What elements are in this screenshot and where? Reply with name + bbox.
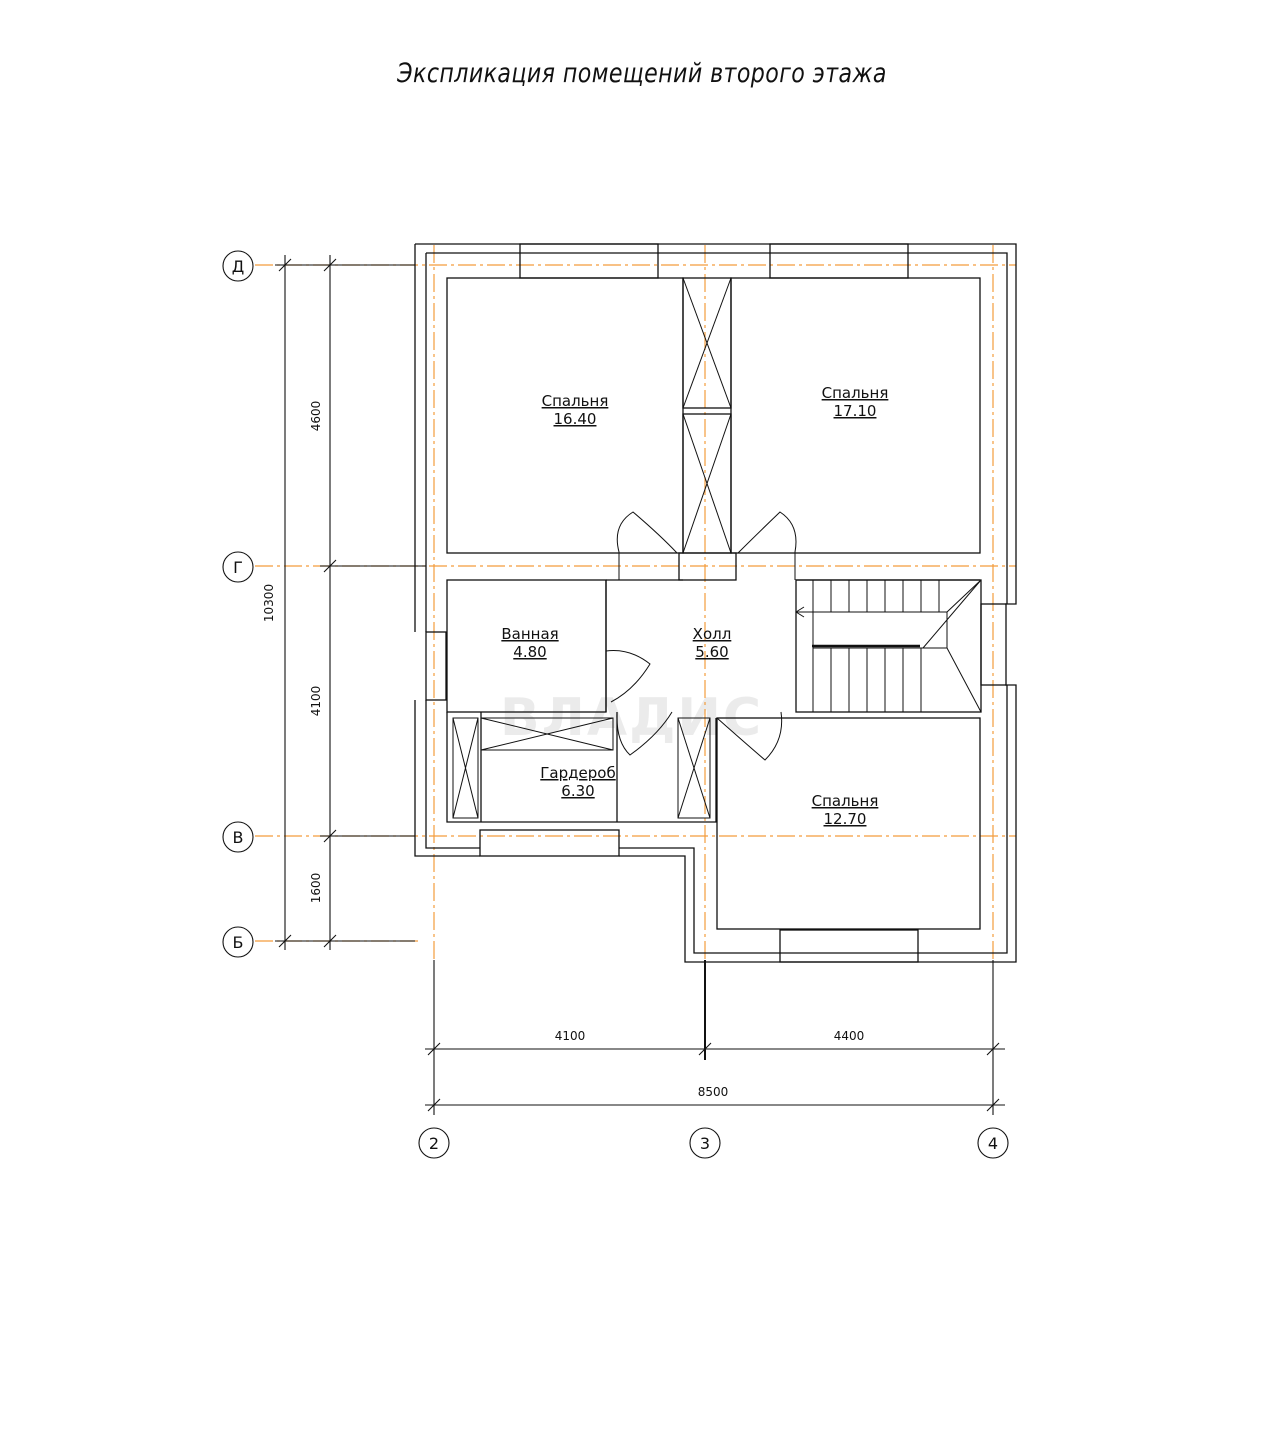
axis-label-row: В: [232, 828, 244, 847]
room-area: 12.70: [823, 810, 867, 828]
room-name: Ванная: [501, 625, 559, 643]
dim-horizontal-segment: 4100: [554, 1029, 586, 1043]
walls: [415, 244, 1016, 962]
room-name: Спальня: [811, 792, 879, 810]
dim-vertical-segment: 1600: [309, 872, 323, 904]
room-area: 5.60: [695, 643, 729, 661]
dim-vertical-segment: 4100: [309, 685, 323, 717]
axis-label-column: 4: [987, 1134, 999, 1153]
axis-lines: [255, 245, 1016, 960]
dim-vertical-segment: 4600: [309, 400, 323, 432]
watermark: ВЛАДИС: [500, 688, 764, 748]
axis-label-column: 2: [428, 1134, 440, 1153]
axis-label-column: 3: [699, 1134, 711, 1153]
room-name-area: 17.10: [833, 402, 877, 420]
dim-horizontal-total: 8500: [697, 1085, 729, 1099]
dim-vertical-total: 10300: [262, 583, 276, 623]
room-name: Спальня: [541, 392, 609, 410]
dim-horizontal-segment: 4400: [833, 1029, 865, 1043]
room-name: Спальня: [821, 384, 889, 402]
room-name: Холл: [692, 625, 732, 643]
room-area: 16.40: [553, 410, 597, 428]
page-title: Экспликация помещений второго этажа: [397, 58, 887, 89]
room-area: 6.30: [561, 782, 595, 800]
dimension-lines: [275, 255, 1005, 1115]
axis-label-row: Г: [233, 558, 243, 577]
axis-label-row: Д: [231, 257, 245, 276]
room-name: Гардероб: [540, 764, 616, 782]
stair: [796, 580, 981, 712]
room-area: 4.80: [513, 643, 547, 661]
axis-label-row: Б: [232, 933, 244, 952]
